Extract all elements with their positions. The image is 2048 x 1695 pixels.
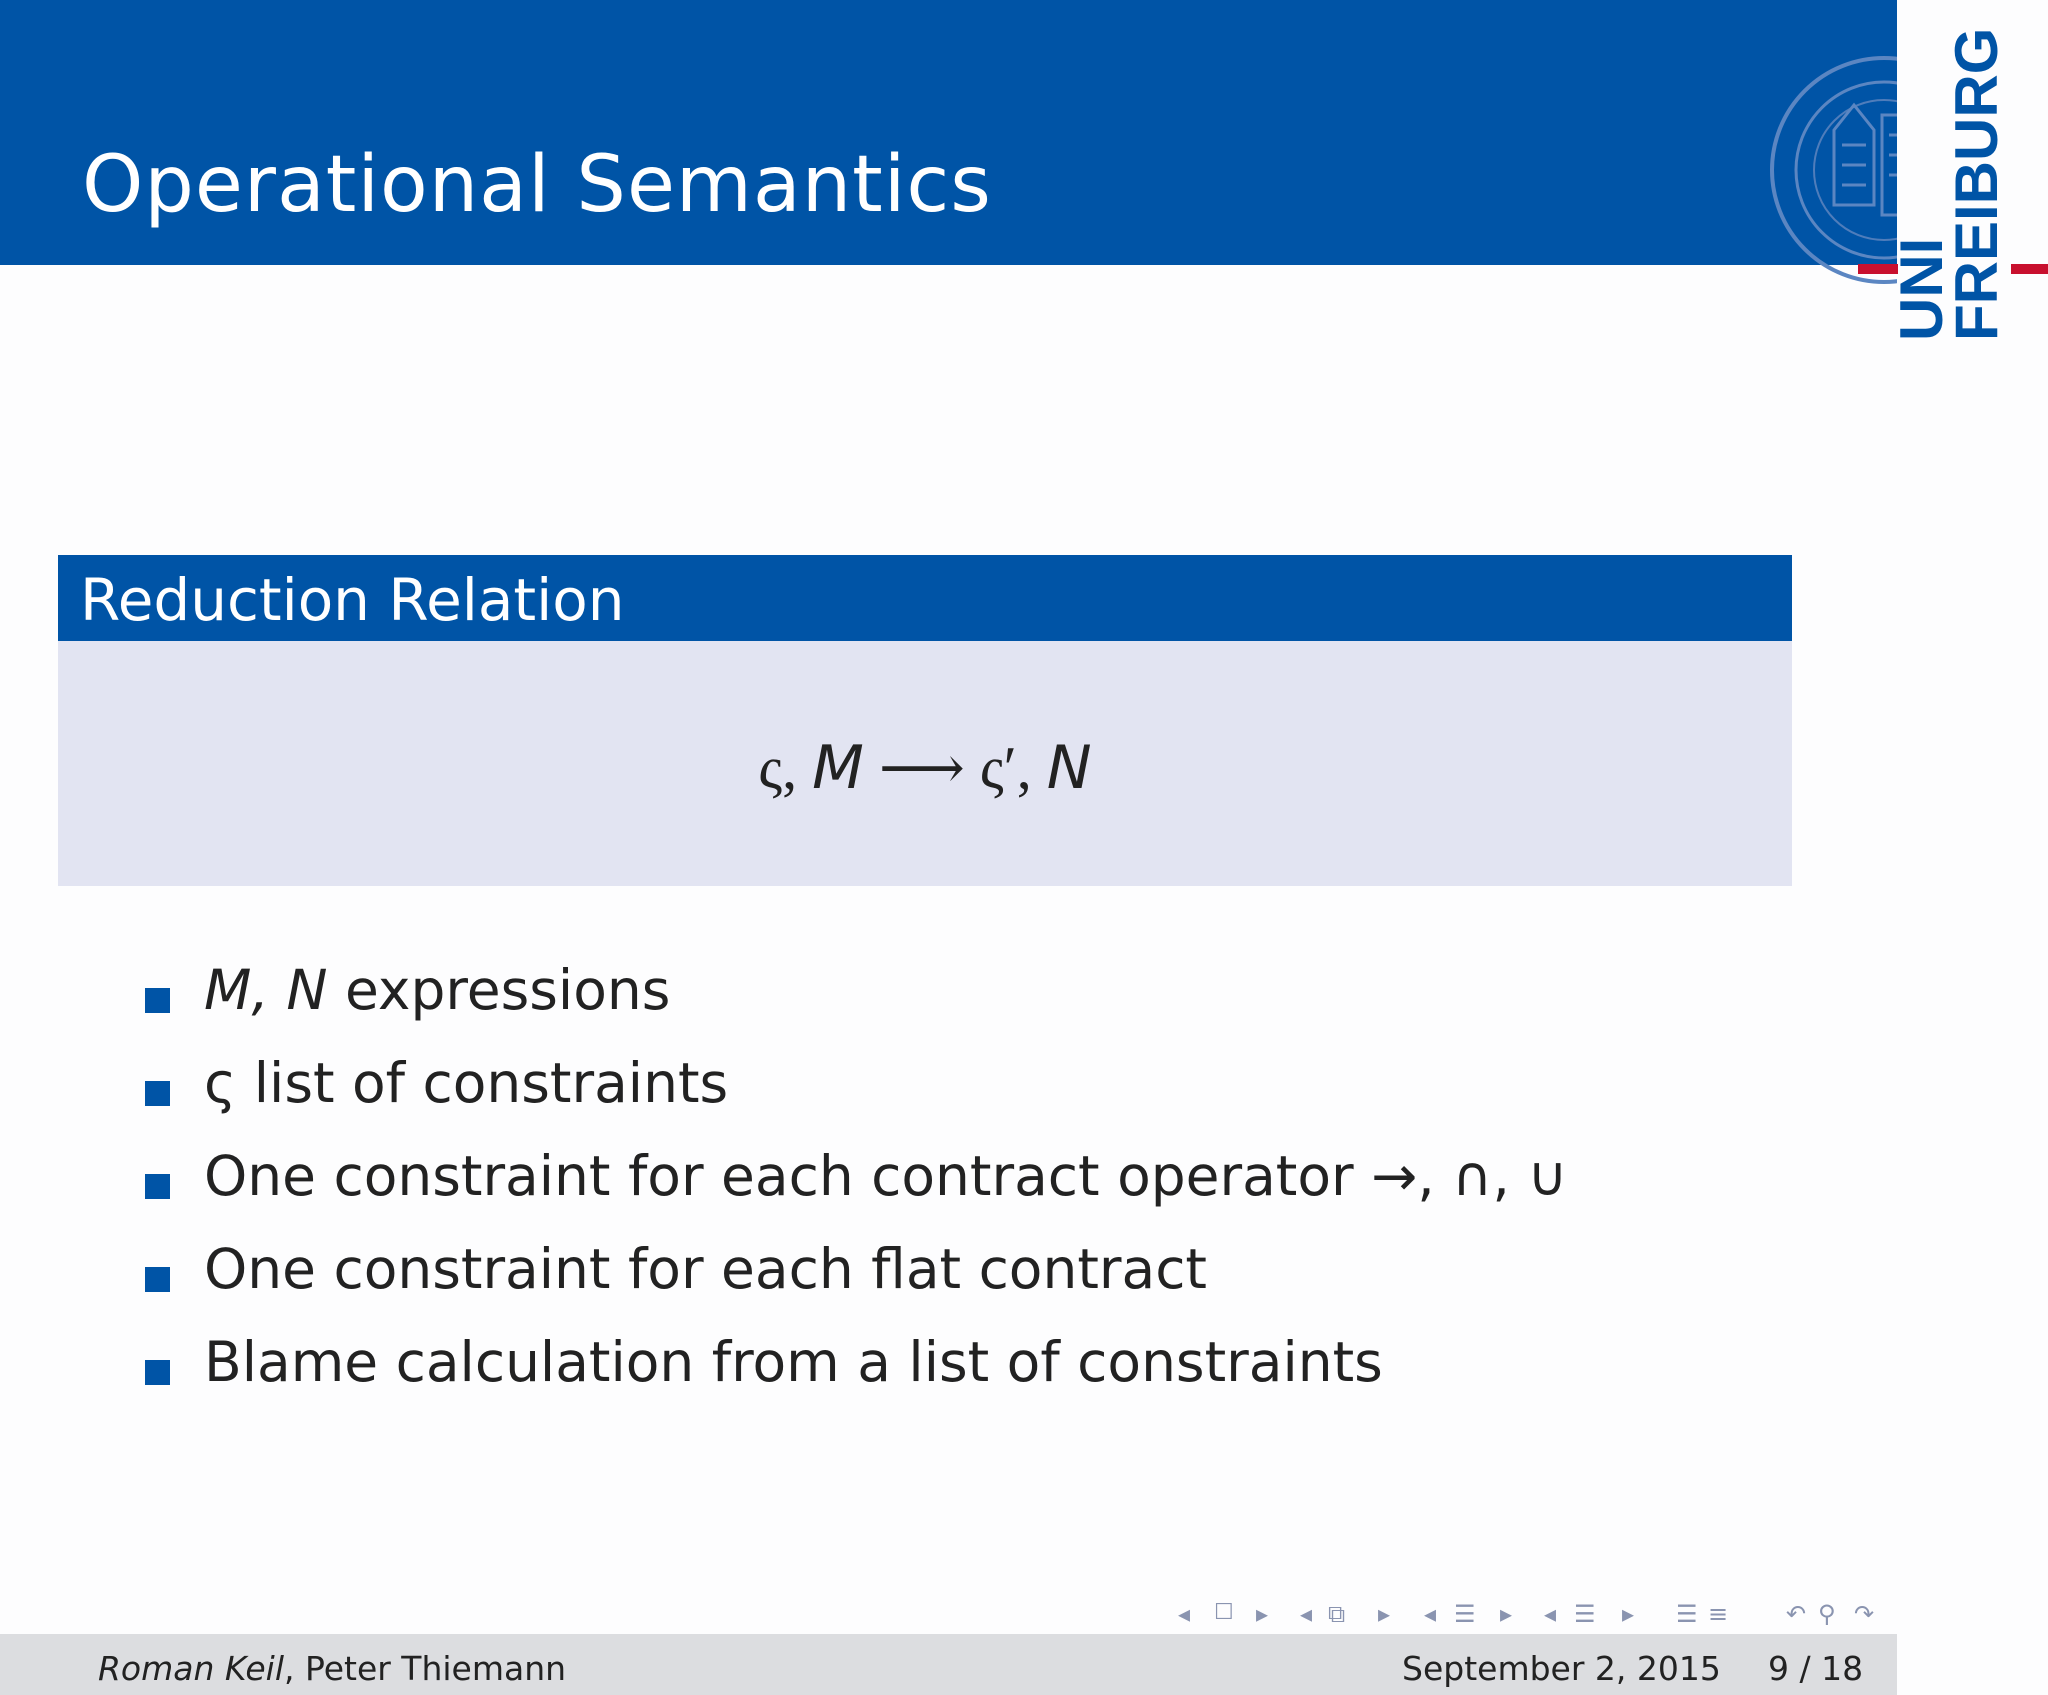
bullet-text: One constraint for each flat contract — [204, 1237, 1207, 1301]
bullet-text: list of constraints — [236, 1051, 729, 1115]
bullet-text: Blame calculation from a list of constraints — [204, 1330, 1383, 1394]
bullet-math: M, N — [204, 958, 328, 1022]
uni-freiburg-logo — [1888, 27, 2048, 375]
bullet-square-icon — [145, 1267, 170, 1292]
block-title: Reduction Relation — [80, 566, 625, 634]
bullet-text: One constraint for each contract operator →, ∩, ∪ — [204, 1144, 1568, 1208]
bullet-text: expressions — [327, 958, 671, 1022]
nav-left-arrow-icon[interactable]: ◂ — [1300, 1600, 1313, 1628]
nav-left-arrow-icon[interactable]: ◂ — [1424, 1600, 1437, 1628]
beamer-navigation — [1178, 1600, 1898, 1632]
formula-var-n: N — [1046, 733, 1092, 803]
bullet-math: ς — [204, 1051, 237, 1115]
logo-freiburg-text: FREIBURG — [1943, 27, 2010, 341]
bullet-square-icon — [145, 1081, 170, 1106]
bullet-square-icon — [145, 988, 170, 1013]
footer-authors — [98, 1649, 566, 1688]
footer-page-number: 9 / 18 — [1768, 1649, 1864, 1688]
section-icon[interactable]: ☰ — [1454, 1600, 1476, 1628]
nav-left-arrow-icon[interactable]: ◂ — [1178, 1600, 1191, 1628]
footer-bar — [0, 1634, 1897, 1695]
search-icon[interactable]: ⚲ — [1818, 1600, 1836, 1628]
frame-icon[interactable]: ☐ — [1214, 1600, 1234, 1625]
formula-constraint-lhs: ς, — [758, 735, 798, 801]
presentation-icon[interactable]: ☰ — [1574, 1600, 1596, 1628]
nav-right-arrow-icon[interactable]: ▸ — [1256, 1600, 1269, 1628]
forward-icon[interactable]: ↷ — [1854, 1600, 1875, 1628]
bullet-square-icon — [145, 1360, 170, 1385]
formula-constraint-rhs: ς′, — [979, 735, 1032, 801]
subsection-icon[interactable]: ⧉ — [1328, 1600, 1346, 1628]
toc-icon[interactable]: ≡ — [1708, 1600, 1729, 1628]
logo-uni-text: UNI — [1888, 237, 1955, 341]
formula-arrow: ⟶ — [878, 735, 965, 801]
reduction-formula — [58, 733, 1792, 803]
toc-icon[interactable]: ☰ — [1676, 1600, 1698, 1628]
bullet-square-icon — [145, 1174, 170, 1199]
footer-author-rest: , Peter Thiemann — [284, 1649, 567, 1688]
nav-left-arrow-icon[interactable]: ◂ — [1544, 1600, 1557, 1628]
nav-right-arrow-icon[interactable]: ▸ — [1378, 1600, 1391, 1628]
nav-right-arrow-icon[interactable]: ▸ — [1622, 1600, 1635, 1628]
footer-date: September 2, 2015 — [1402, 1649, 1721, 1688]
formula-var-m: M — [812, 733, 864, 803]
back-icon[interactable]: ↶ — [1786, 1600, 1807, 1628]
block-body — [58, 641, 1792, 886]
nav-right-arrow-icon[interactable]: ▸ — [1500, 1600, 1513, 1628]
footer-author-primary: Roman Keil — [98, 1649, 284, 1688]
slide-title: Operational Semantics — [82, 140, 992, 230]
